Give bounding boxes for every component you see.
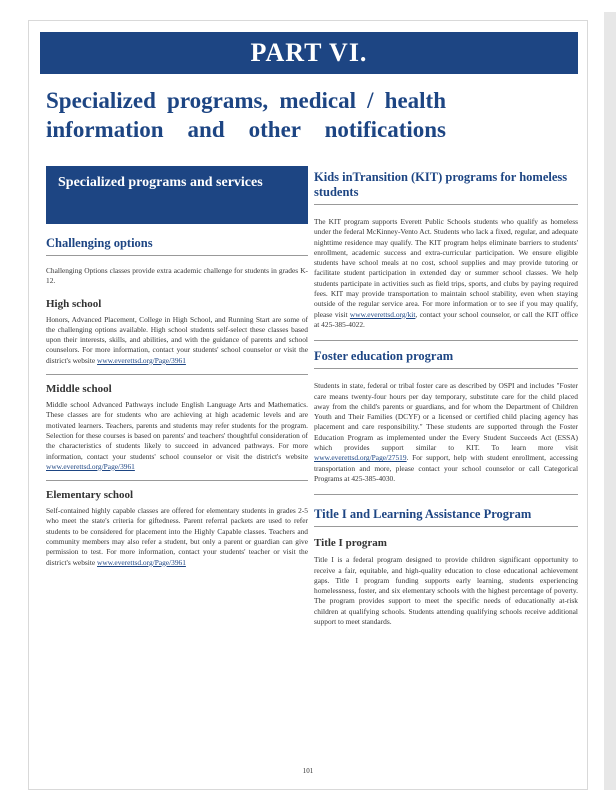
high-school-link[interactable]: www.everettsd.org/Page/3961 bbox=[97, 355, 186, 365]
middle-school-heading: Middle school bbox=[46, 383, 112, 396]
title1-heading: Title I and Learning Assistance Program bbox=[314, 507, 532, 522]
title1-text: Title I is a federal program designed to provide children significant opportunity to receive a fair, equitable, and high-quality education to close educational achievement gaps. Title I program funding supports early learning, students experiencing homelessness, foster, and six elementary schools with the highest percentage of poverty. The program provides support to meet the specific needs of educationally at-risk children at qualifying schools. Students attending qualifying schools receive additional support to meet standards. bbox=[314, 555, 578, 627]
divider bbox=[46, 255, 308, 256]
page-number: 101 bbox=[302, 767, 314, 775]
high-school-text: Honors, Advanced Placement, College in High School, and Running Start are some of the challenging options available. High school students self-select these classes based upon their interests, skills, and abilities, and with the guidance of parents and school counselors. For more information, contact your students' school counselor or visit the district's website www.everettsd.org/Page/3961 bbox=[46, 314, 308, 365]
middle-school-text: Middle school Advanced Pathways include English Language Arts and Mathematics. These classes are for students who are achieving at high academic levels and are motivated learners. Teachers, parents and students may refer students for the program. Selection for these courses is based on parents' and teachers' thoughtful consideration of the characteristics of students likely to succeed in advanced pathways. For more information, contact your students' school counselor or visit the district's website www.everettsd.org/Page/3961 bbox=[46, 400, 308, 471]
title1-subheading: Title I program bbox=[314, 537, 387, 550]
high-school-heading: High school bbox=[46, 297, 102, 310]
divider bbox=[314, 526, 578, 527]
middle-school-link[interactable]: www.everettsd.org/Page/3961 bbox=[46, 461, 135, 471]
kit-heading: Kids inTransition (KIT) programs for homeless students bbox=[314, 170, 568, 199]
elementary-school-text: Self-contained highly capable classes are offered for elementary students in grades 2-5 who meet the state's criteria for giftedness. Parent referral packets are used to refer students to be considered for placement into the Highly Capable classes. Teachers and community members may also refer a student, but only a parent or guardian can give permission to test. For more information, contact your students' teacher or visit the district's website www.everettsd.org/Page/3961 bbox=[46, 506, 308, 567]
divider bbox=[314, 204, 578, 205]
challenging-options-intro: Challenging Options classes provide extra academic challenge for students in grades K-12. bbox=[46, 266, 308, 286]
page-edge bbox=[604, 12, 616, 790]
left-column bbox=[46, 166, 308, 568]
challenging-options-heading: Challenging options bbox=[46, 236, 153, 250]
page-title: Specialized programs, medical / health information and other notifications bbox=[46, 88, 446, 142]
foster-link[interactable]: www.everettsd.org/Page/27519 bbox=[314, 453, 407, 463]
foster-heading: Foster education program bbox=[314, 349, 454, 364]
divider bbox=[46, 480, 308, 481]
section-box-specialized: Specialized programs and services bbox=[46, 166, 308, 224]
divider bbox=[46, 374, 308, 375]
divider bbox=[314, 340, 578, 341]
elementary-school-link[interactable]: www.everettsd.org/Page/3961 bbox=[97, 557, 186, 567]
right-column bbox=[314, 170, 578, 627]
foster-text: Students in state, federal or tribal foster care as described by OSPI and includes "Foster care means twenty-four hours per day temporary, substitute care for the child placed away from the child's parents or guardians, and for whom the Department of Children Youth and Their Families (DCYF) or a licensed or certified child placing agency has placement and care responsibility." These students are supported through the Foster Education Program as implemented under the Every Student Succeeds Act (ESSA) which provides support similar to KIT. To learn more visit www.everettsd.org/Page/27519. For support, help with student enrollment, accessing transportation and more, please contact your school counselor or call Categorical Programs at 425-385-4030. bbox=[314, 381, 578, 483]
divider bbox=[314, 368, 578, 369]
part-banner: PART VI. bbox=[40, 32, 578, 74]
kit-link[interactable]: www.everettsd.org/kit bbox=[349, 309, 416, 319]
kit-text: The KIT program supports Everett Public Schools students who qualify as homeless under the federal McKinney-Vento Act. Students who lack a fixed, regular, and adequate nighttime residence may qualify. The KIT program helps eliminate barriers to students' enrollment, academic success and extra-curricular participation. We ensure eligible students have school meals at no cost, school supplies and may provide tutoring or facilitate student participation in extended day or summer school classes. We help students participate in activities such as field trips, sports, and clubs by paying required fees. KIT may provide transportation to maintain school stability, even when staying outside of the regular service area. For more information or to see if you may qualify, please visit www.everettsd.org/kit, contact your school counselor, or call the KIT office at 425-385-4022. bbox=[314, 217, 579, 329]
elementary-school-heading: Elementary school bbox=[46, 489, 134, 502]
divider bbox=[314, 494, 578, 495]
